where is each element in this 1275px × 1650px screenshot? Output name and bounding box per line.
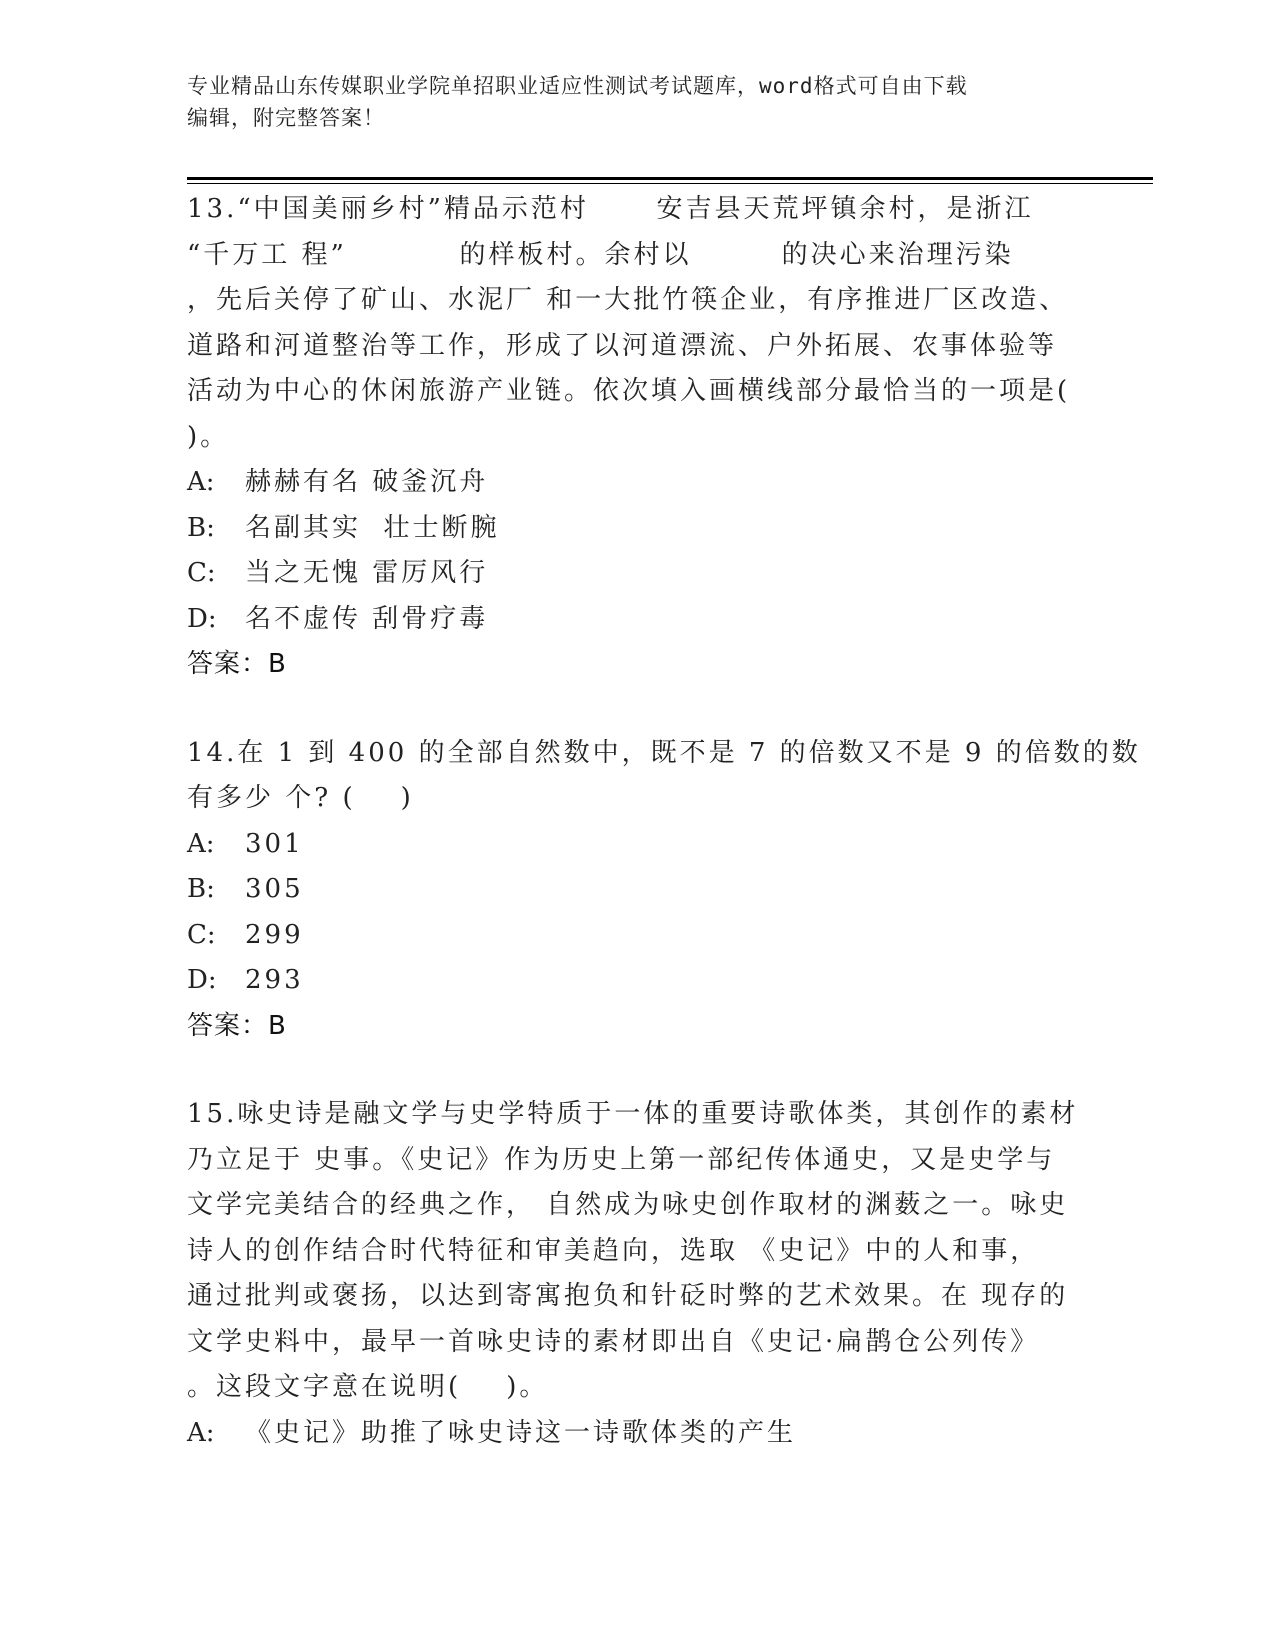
question-13 <box>187 187 1087 688</box>
option-c <box>187 551 1087 597</box>
question-text-line: 13.“中国美丽乡村”精品示范村 安吉县天荒坪镇余村，是浙江 <box>187 194 1034 224</box>
option-label: C: <box>187 919 216 950</box>
question-text-line: 通过批判或褒扬，以达到寄寓抱负和针砭时弊的艺术效果。在 现存的 <box>187 1281 1069 1311</box>
question-text-line: ，先后关停了矿山、水泥厂 和一大批竹筷企业，有序推进厂区改造、 <box>187 285 1069 315</box>
spacer <box>187 688 1087 731</box>
option-text: 301 <box>245 828 304 859</box>
question-text-line: 乃立足于 史事。《史记》作为历史上第一部纪传体通史，又是史学与 <box>187 1144 1056 1175</box>
question-14 <box>187 731 1141 1050</box>
option-text: 名不虚传 刮骨疗毒 <box>245 603 489 634</box>
header-divider-thick <box>187 177 1153 180</box>
option-d <box>187 958 1087 1004</box>
question-text-line: )。 <box>187 421 230 452</box>
option-label: A: <box>187 828 215 859</box>
question-text-line: 文学完美结合的经典之作， 自然成为咏史创作取材的渊薮之一。咏史 <box>187 1190 1069 1220</box>
question-text-line: 。这段文字意在说明( )。 <box>187 1372 549 1402</box>
question-15 <box>187 1092 1087 1456</box>
header-divider-thin <box>187 183 1153 184</box>
option-c <box>187 913 1087 959</box>
question-list <box>187 187 1141 1456</box>
question-text-line: 15.咏史诗是融文学与史学特质于一体的重要诗歌体类，其创作的素材 <box>187 1099 1079 1129</box>
option-label: D: <box>187 965 217 995</box>
option-label: B: <box>187 512 215 543</box>
option-a <box>187 1411 1087 1457</box>
question-text-line: 活动为中心的休闲旅游产业链。依次填入画横线部分最恰当的一项是( <box>187 376 1071 406</box>
option-text: 赫赫有名 破釜沉舟 <box>245 467 489 497</box>
option-label: C: <box>187 558 216 588</box>
question-text-line: 14.在 1 到 400 的全部自然数中，既不是 7 的倍数又不是 9 的倍数的数 <box>187 737 1141 768</box>
answer: 答案：B <box>187 649 287 679</box>
spacer <box>187 1049 1087 1092</box>
question-text-line: 文学史料中，最早一首咏史诗的素材即出自《史记·扁鹊仓公列传》 <box>187 1326 1040 1357</box>
option-a <box>187 460 1087 506</box>
question-text-line: 道路和河道整治等工作，形成了以河道漂流、户外拓展、农事体验等 <box>187 330 1058 361</box>
option-text: 《史记》助推了咏史诗这一诗歌体类的产生 <box>245 1417 797 1448</box>
option-text: 305 <box>245 874 304 904</box>
option-text: 293 <box>245 965 304 995</box>
question-text-line: 有多少 个? ( ) <box>187 783 414 813</box>
document-header <box>187 70 1067 134</box>
option-label: A: <box>187 467 215 497</box>
option-b <box>187 867 1087 913</box>
option-d <box>187 597 1087 643</box>
option-label: D: <box>187 603 217 634</box>
header-line-1: 专业精品山东传媒职业学院单招职业适应性测试考试题库，word格式可自由下载 <box>187 74 968 98</box>
option-label: A: <box>187 1417 215 1448</box>
option-label: B: <box>187 874 215 904</box>
option-text: 当之无愧 雷厉风行 <box>245 558 489 588</box>
answer: 答案：B <box>187 1010 287 1041</box>
question-text-line: “千万工 程” 的样板村。余村以 的决心来治理污染 <box>187 239 1014 270</box>
header-line-2: 编辑，附完整答案！ <box>187 106 385 130</box>
option-text: 名副其实 壮士断腕 <box>245 512 500 543</box>
option-text: 299 <box>245 919 304 950</box>
option-a <box>187 822 1087 868</box>
question-text-line: 诗人的创作结合时代特征和审美趋向，选取 《史记》中的人和事， <box>187 1235 1040 1266</box>
option-b <box>187 506 1087 552</box>
